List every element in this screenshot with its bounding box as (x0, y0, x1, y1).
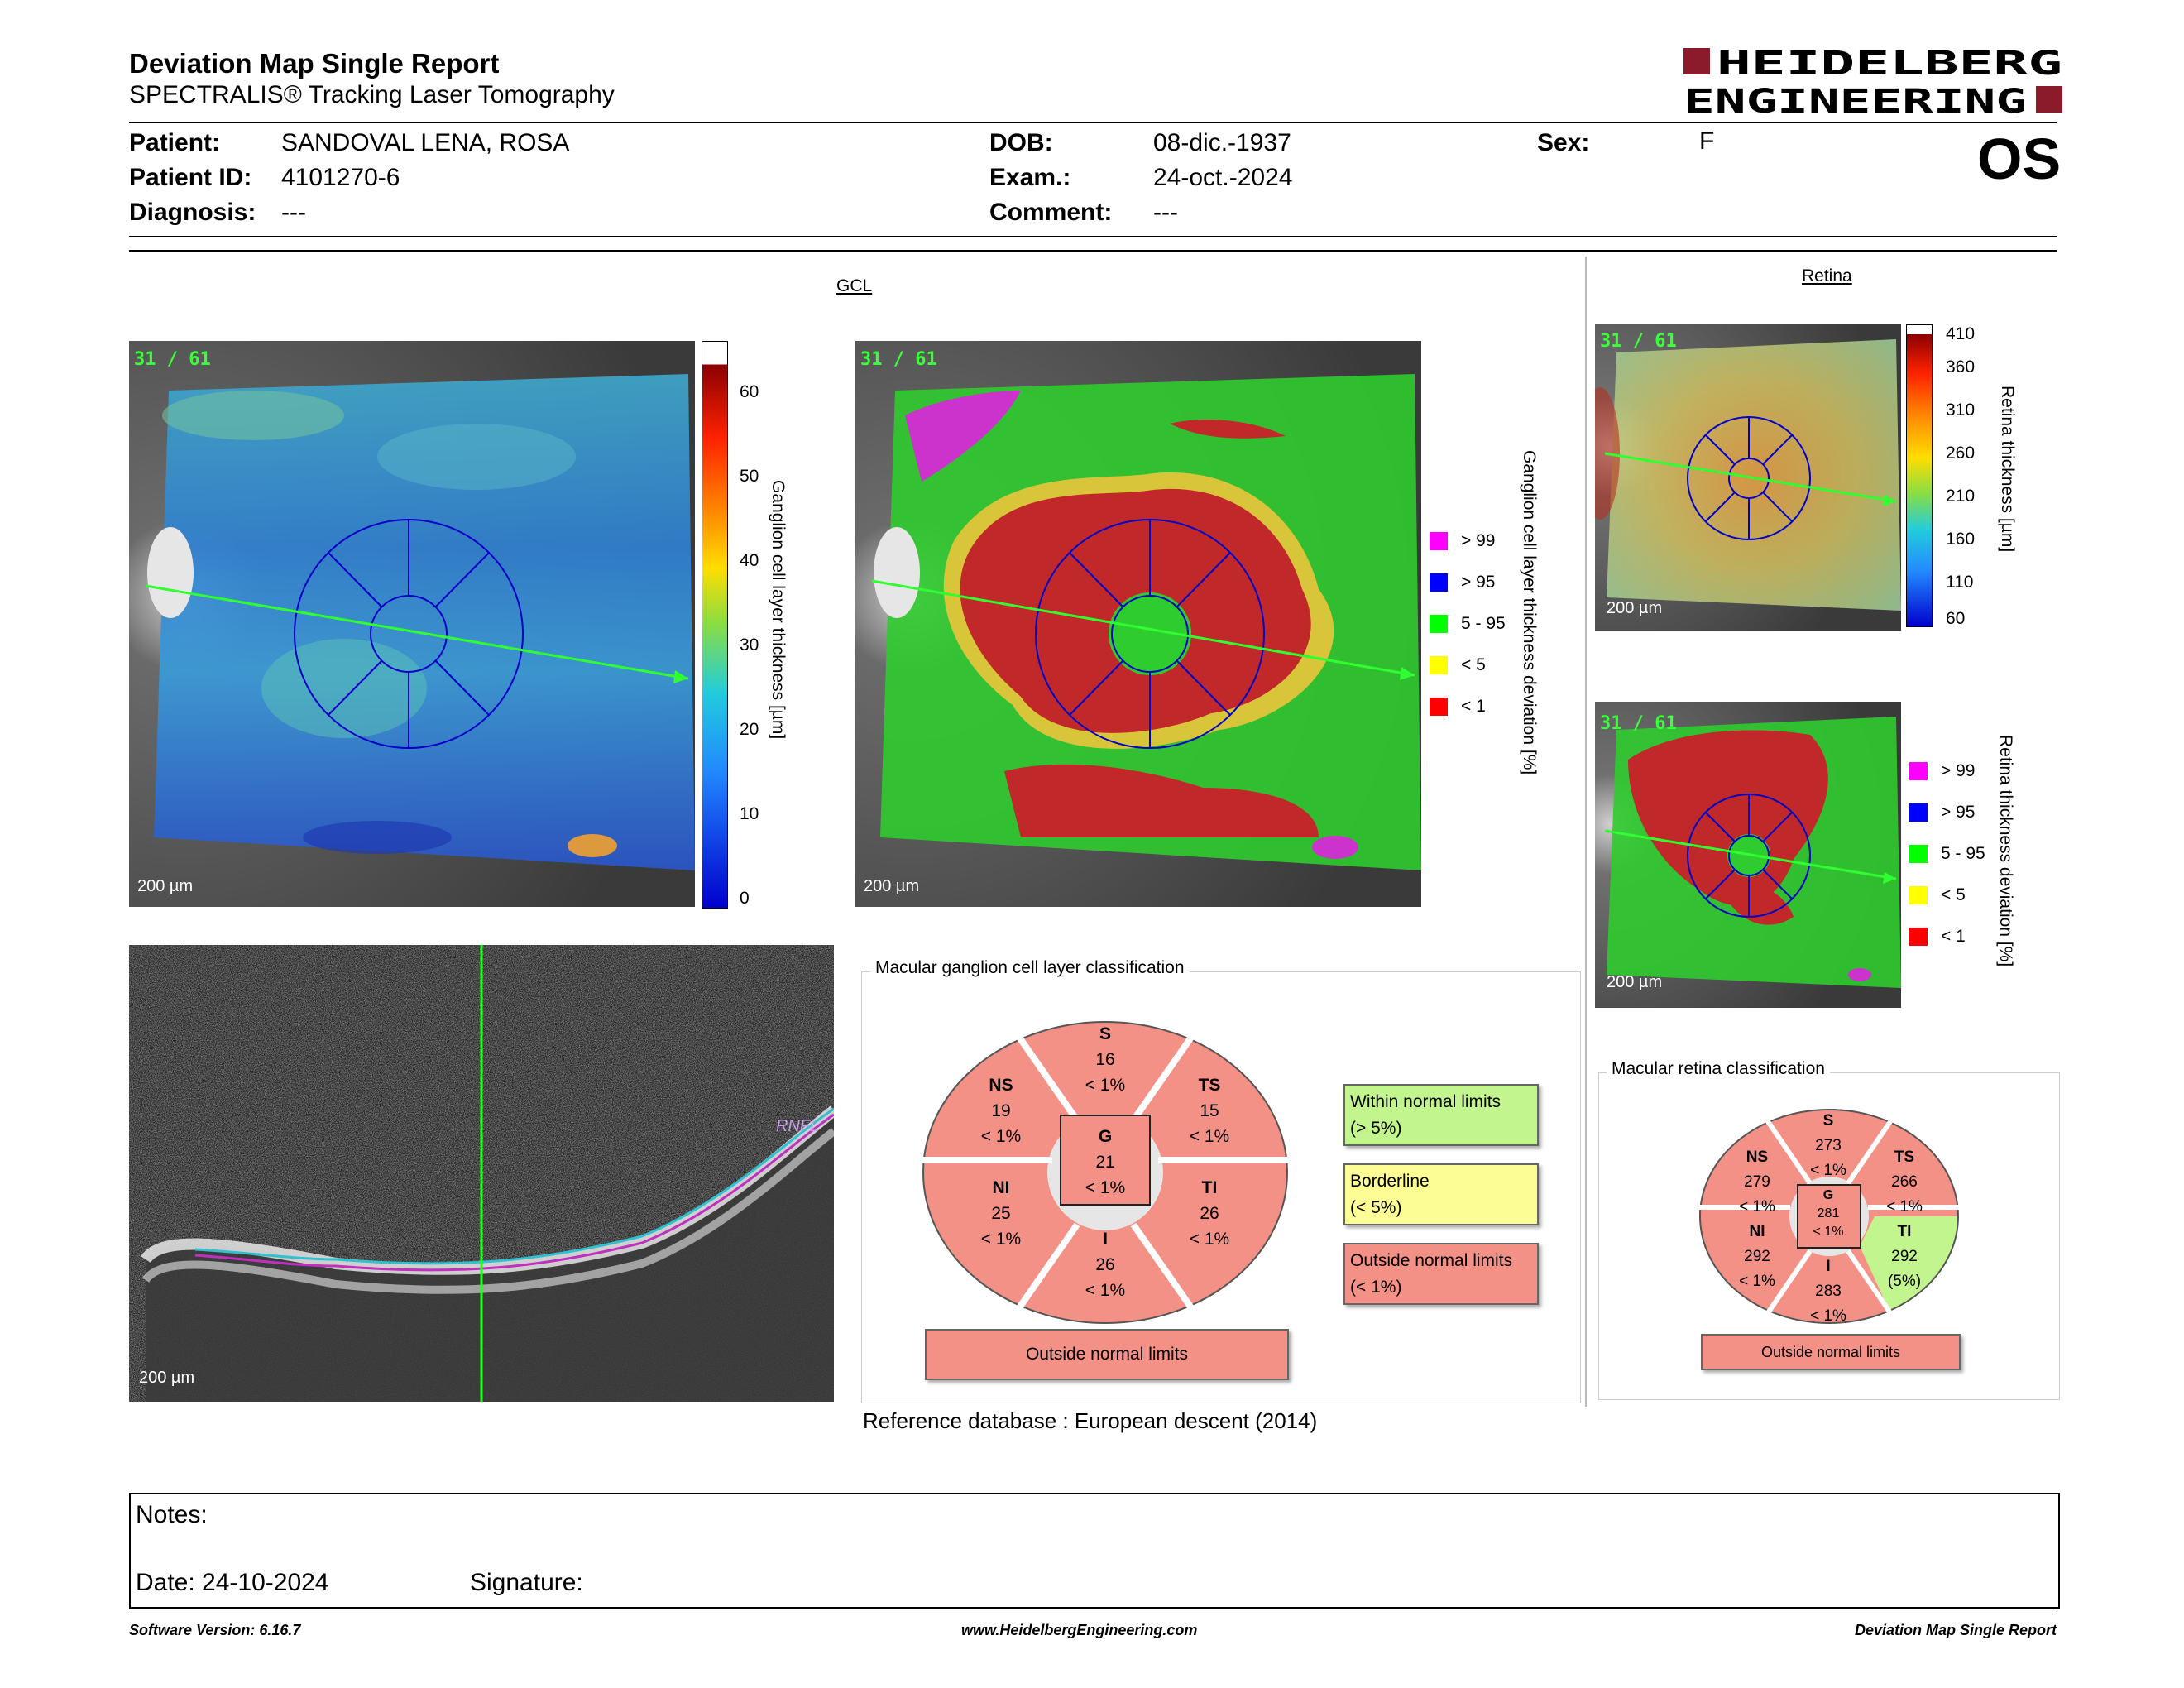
gcl-sector-name: I (1103, 1230, 1108, 1249)
borderline-legend (1343, 1163, 1539, 1225)
retina-sector-value: 279 (1744, 1173, 1770, 1191)
retina-sector-value: 283 (1815, 1283, 1842, 1300)
reference-database: Reference database : European descent (2014) (863, 1408, 1318, 1433)
section-divider (1585, 257, 1587, 1407)
retina-deviation-legend-label: > 95 (1941, 803, 1976, 822)
retina-deviation-legend-item (1909, 761, 1975, 781)
retina-deviation-axis-label: Retina thickness deviation [%] (1996, 735, 2015, 967)
gcl-sector-name: TI (1201, 1178, 1218, 1197)
sex-label: Sex: (1537, 129, 1590, 156)
retina-sector-name: S (1822, 1112, 1834, 1129)
svg-text:HEIDELBERG: HEIDELBERG (1717, 46, 2062, 83)
gcl-deviation-legend-label: < 5 (1461, 655, 1486, 674)
retina-thickness-tick: 210 (1946, 487, 1976, 506)
patient-id: 4101270-6 (281, 164, 400, 191)
gcl-sector-name: NS (989, 1076, 1013, 1095)
bscan-scale-bar: 200 µm (139, 1369, 195, 1387)
retina-sector-value: 273 (1815, 1137, 1842, 1154)
gcl-deviation-legend-label: > 99 (1461, 531, 1496, 550)
header-rule (129, 122, 2057, 123)
diagnosis-label: Diagnosis: (129, 199, 256, 226)
retina-section-title: Retina (1802, 266, 1852, 285)
gcl-deviation-legend-item (1430, 614, 1506, 634)
exam-value: 24-oct.-2024 (1153, 164, 1293, 191)
oct-bscan (129, 945, 834, 1402)
sex-value: F (1699, 127, 1715, 155)
gcl-dev-scale-bar: 200 µm (864, 877, 920, 895)
retina-sector-value: 281 (1817, 1206, 1840, 1220)
gcl-sector-pct: < 1% (1085, 1076, 1126, 1095)
gcl-deviation-legend-swatch (1430, 615, 1448, 633)
retina-sector-name: TS (1894, 1149, 1915, 1166)
retina-sector-name: I (1826, 1258, 1831, 1275)
retina-thickness-tick: 410 (1946, 324, 1976, 343)
retina-sector-ns (1724, 1145, 1790, 1220)
gcl-deviation-legend-swatch (1430, 532, 1448, 550)
diagnosis-value: --- (281, 199, 306, 226)
retina-classification-title: Macular retina classification (1607, 1059, 1830, 1079)
gcl-sector-name: S (1099, 1024, 1111, 1043)
retina-sector-pct: < 1% (1886, 1198, 1923, 1216)
retina-sector-i (1795, 1254, 1861, 1329)
patient-id-label: Patient ID: (129, 164, 252, 191)
retina-sector-name: TI (1897, 1223, 1912, 1240)
within-normal-pct: (> 5%) (1350, 1118, 1402, 1138)
gcl-deviation-legend-swatch (1430, 698, 1448, 716)
gcl-thickness-tick: 20 (740, 720, 759, 739)
retina-frame-counter: 31 / 61 (1600, 331, 1677, 352)
gcl-thickness-tick: 50 (740, 467, 759, 486)
retina-deviation-legend-label: 5 - 95 (1941, 844, 1985, 863)
gcl-sector-name: NI (992, 1178, 1010, 1197)
gcl-sector-pct: < 1% (1189, 1127, 1230, 1146)
gcl-deviation-legend-item (1430, 573, 1495, 592)
gcl-sector-i (1064, 1226, 1147, 1303)
gcl-sector-pct: < 1% (980, 1127, 1022, 1146)
gcl-sector-name: TS (1198, 1076, 1221, 1095)
gcl-thickness-tick: 10 (740, 804, 759, 823)
patient-name: SANDOVAL LENA, ROSA (281, 129, 570, 156)
retina-sector-pct: (5%) (1887, 1273, 1922, 1290)
gcl-sector-value: 19 (991, 1101, 1011, 1120)
gcl-deviation-legend-item (1430, 655, 1486, 675)
retina-sector-pct: < 1% (1810, 1307, 1846, 1325)
gcl-thickness-tick: 40 (740, 551, 759, 570)
gcl-sector-pct: < 1% (1085, 1281, 1126, 1300)
footer-website[interactable]: www.HeidelbergEngineering.com (961, 1622, 1198, 1638)
notes-label: Notes: (136, 1501, 208, 1528)
gcl-deviation-image (855, 341, 1421, 907)
gcl-sector-ni (960, 1175, 1042, 1252)
eye-label: OS (1977, 127, 2062, 191)
retina-dev-scale-bar: 200 µm (1607, 973, 1663, 991)
signature-label: Signature: (470, 1569, 583, 1596)
gcl-sector-value: 15 (1200, 1101, 1219, 1120)
retina-thickness-tick: 110 (1946, 573, 1974, 592)
footer-report-name: Deviation Map Single Report (1854, 1622, 2057, 1638)
gcl-deviation-legend-label: 5 - 95 (1461, 614, 1506, 633)
patient-label: Patient: (129, 129, 221, 156)
svg-text:ENGINEERING: ENGINEERING (1684, 83, 2027, 117)
gcl-sector-name: G (1098, 1127, 1113, 1146)
retina-thickness-tick: 360 (1946, 357, 1976, 376)
outside-normal-label: Outside normal limits (1350, 1251, 1513, 1270)
retina-deviation-legend-item (1909, 885, 1966, 905)
gcl-sector-value: 25 (991, 1204, 1011, 1223)
gcl-deviation-legend-item (1430, 697, 1486, 717)
gcl-thickness-axis-label: Ganglion cell layer thickness [µm] (769, 480, 788, 740)
info-rule-1 (129, 236, 2057, 237)
retina-deviation-legend-swatch (1909, 928, 1928, 946)
gcl-thickness-map (129, 341, 695, 907)
retina-thickness-tick: 60 (1946, 609, 1966, 628)
gcl-thickness-tick: 60 (740, 382, 759, 401)
gcl-scale-bar: 200 µm (137, 877, 194, 895)
retina-classification-result: Outside normal limits (1701, 1334, 1961, 1370)
retina-sector-s (1795, 1109, 1861, 1183)
retina-deviation-legend-swatch (1909, 845, 1928, 863)
gcl-deviation-map (855, 341, 1421, 907)
retina-dev-frame-counter: 31 / 61 (1600, 713, 1677, 734)
gcl-sector-value: 26 (1200, 1204, 1219, 1223)
gcl-sector-value: 16 (1095, 1050, 1115, 1069)
gcl-deviation-legend-swatch (1430, 656, 1448, 674)
outside-normal-legend (1343, 1243, 1539, 1305)
gcl-sector-pct: < 1% (980, 1230, 1022, 1249)
retina-thickness-image (1595, 324, 1901, 631)
borderline-pct: (< 5%) (1350, 1197, 1402, 1217)
gcl-sector-pct: < 1% (1189, 1230, 1230, 1249)
gcl-sector-value: 21 (1095, 1153, 1115, 1172)
retina-deviation-legend-swatch (1909, 762, 1928, 780)
retina-sector-ts (1871, 1145, 1937, 1220)
gcl-classification-result: Outside normal limits (925, 1329, 1289, 1380)
retina-sector-value: 266 (1891, 1173, 1918, 1191)
retina-sector-g (1795, 1187, 1861, 1241)
retina-sector-name: NS (1746, 1149, 1769, 1166)
comment-value: --- (1153, 199, 1178, 226)
oct-bscan-image (129, 945, 834, 1402)
retina-sector-pct: < 1% (1810, 1162, 1846, 1179)
retina-deviation-legend-item (1909, 927, 1966, 947)
retina-sector-pct: < 1% (1739, 1198, 1775, 1216)
notes-box (129, 1493, 2060, 1609)
report-subtitle: SPECTRALIS® Tracking Laser Tomography (129, 81, 615, 108)
gcl-deviation-legend-item (1430, 531, 1495, 551)
gcl-sector-ns (960, 1072, 1042, 1149)
gcl-sector-s (1064, 1021, 1147, 1098)
gcl-thickness-tick: 30 (740, 635, 759, 655)
retina-deviation-legend-item (1909, 803, 1975, 822)
gcl-deviation-legend-label: < 1 (1461, 697, 1486, 716)
gcl-deviation-legend-label: > 95 (1461, 573, 1496, 592)
gcl-thickness-tick: 0 (740, 889, 750, 908)
retina-deviation-map (1595, 702, 1901, 1008)
retina-thickness-tick: 310 (1946, 400, 1976, 420)
gcl-sector-g (1064, 1124, 1147, 1201)
date-label: Date: 24-10-2024 (136, 1569, 329, 1596)
retina-sector-pct: < 1% (1813, 1225, 1844, 1239)
gcl-classification-title: Macular ganglion cell layer classification (870, 958, 1190, 978)
retina-deviation-image (1595, 702, 1901, 1008)
retina-deviation-legend-item (1909, 844, 1985, 864)
retina-thickness-tick: 260 (1946, 444, 1976, 463)
retina-sector-value: 292 (1891, 1248, 1918, 1265)
rnfl-layer-label: RNFL (776, 1117, 820, 1135)
retina-deviation-legend-label: < 5 (1941, 885, 1966, 904)
comment-label: Comment: (989, 199, 1113, 226)
gcl-section-title: GCL (836, 276, 873, 295)
within-normal-legend (1343, 1084, 1539, 1146)
gcl-sector-ti (1168, 1175, 1251, 1252)
gcl-deviation-axis-label: Ganglion cell layer thickness deviation [%] (1520, 450, 1539, 775)
retina-deviation-legend-swatch (1909, 803, 1928, 822)
gcl-sector-pct: < 1% (1085, 1178, 1126, 1197)
software-version: Software Version: 6.16.7 (129, 1622, 301, 1638)
gcl-frame-counter: 31 / 61 (134, 349, 211, 370)
retina-thickness-axis-label: Retina thickness [µm] (1998, 386, 2017, 553)
retina-sector-pct: < 1% (1739, 1273, 1775, 1290)
gcl-dev-frame-counter: 31 / 61 (860, 349, 937, 370)
gcl-deviation-legend-swatch (1430, 573, 1448, 592)
dob-label: DOB: (989, 129, 1053, 156)
info-rule-2 (129, 250, 2057, 252)
gcl-thickness-image (129, 341, 695, 907)
retina-deviation-legend-label: < 1 (1941, 927, 1966, 946)
retina-deviation-legend-swatch (1909, 886, 1928, 904)
retina-sector-name: NI (1749, 1223, 1765, 1240)
retina-thickness-map (1595, 324, 1901, 631)
heidelberg-logo (1684, 46, 2064, 117)
report-title: Deviation Map Single Report (129, 48, 500, 79)
retina-sector-ti (1871, 1220, 1937, 1294)
exam-label: Exam.: (989, 164, 1071, 191)
gcl-sector-value: 26 (1095, 1255, 1115, 1274)
retina-sector-value: 292 (1744, 1248, 1770, 1265)
retina-deviation-legend-label: > 99 (1941, 761, 1976, 780)
outside-normal-pct: (< 1%) (1350, 1277, 1402, 1297)
retina-thickness-colorbar (1906, 324, 1933, 627)
borderline-label: Borderline (1350, 1172, 1430, 1191)
retina-sector-name: G (1822, 1188, 1834, 1202)
retina-sector-ni (1724, 1220, 1790, 1294)
gcl-thickness-colorbar (702, 341, 728, 909)
within-normal-label: Within normal limits (1350, 1092, 1502, 1111)
dob-value: 08-dic.-1937 (1153, 129, 1291, 156)
retina-scale-bar: 200 µm (1607, 599, 1663, 617)
gcl-sector-ts (1168, 1072, 1251, 1149)
retina-thickness-tick: 160 (1946, 530, 1976, 549)
